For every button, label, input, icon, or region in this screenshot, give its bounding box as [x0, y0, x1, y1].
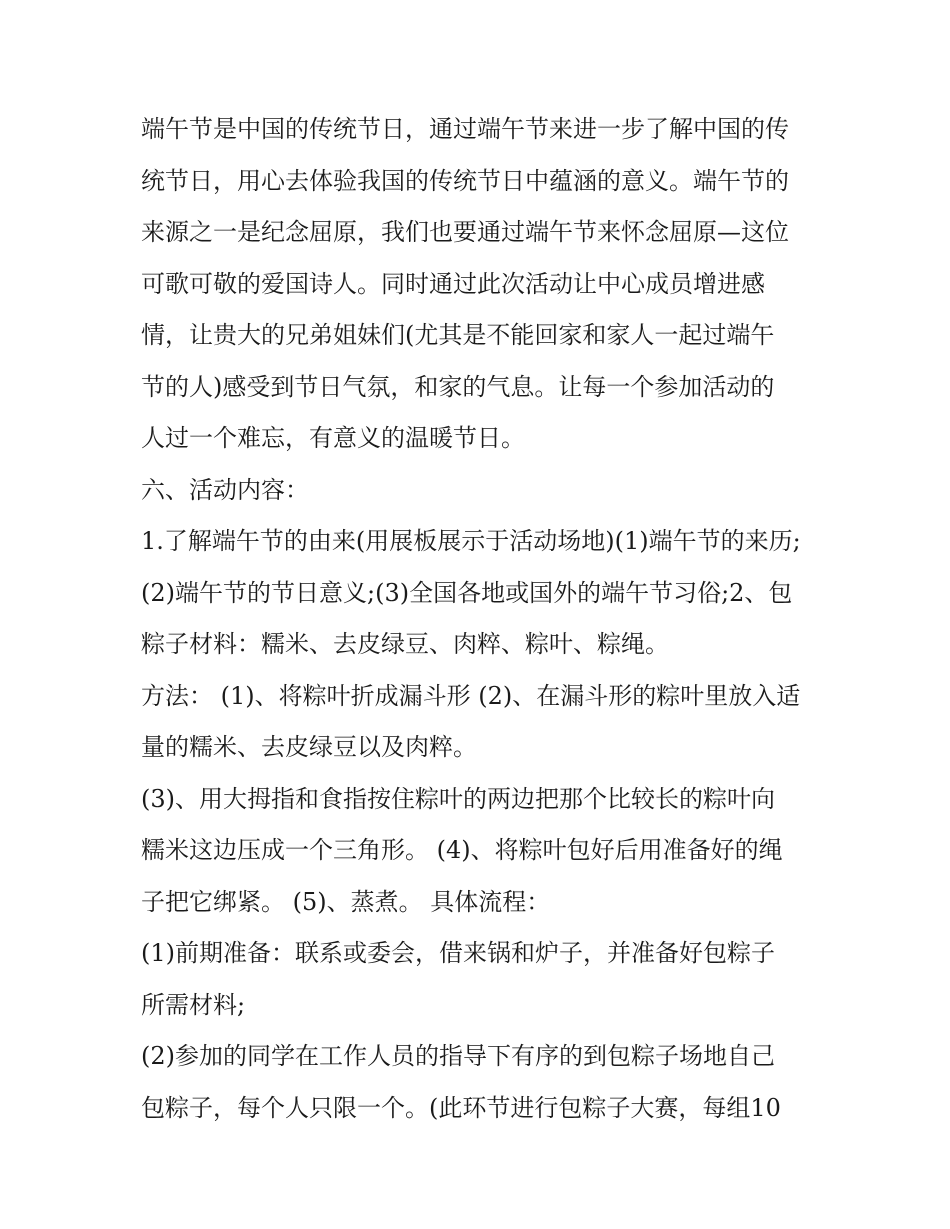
text-line: 糯米这边压成一个三角形。 (4)、将粽叶包好后用准备好的绳	[141, 836, 783, 864]
document-body	[141, 104, 816, 1134]
text-line: 端午节是中国的传统节日，通过端午节来进一步了解中国的传	[141, 115, 789, 143]
text-line: 统节日，用心去体验我国的传统节日中蕴涵的意义。端午节的	[141, 166, 789, 195]
text-line: 情，让贵大的兄弟姐妹们(尤其是不能回家和家人一起过端午	[141, 321, 775, 349]
text-line: 子把它绑紧。 (5)、蒸煮。 具体流程：	[141, 887, 551, 916]
text-line: 包粽子，每个人只限一个。(此环节进行包粽子大赛，每组10	[141, 1093, 781, 1122]
text-line: 1.了解端午节的由来(用展板展示于活动场地)(1)端午节的来历;	[141, 527, 801, 555]
text-line: 所需材料;	[141, 990, 246, 1019]
text-line: 粽子材料：糯米、去皮绿豆、肉粹、粽叶、粽绳。	[141, 630, 669, 658]
text-line: (2)端午节的节日意义;(3)全国各地或国外的端午节习俗;2、包	[141, 578, 793, 607]
text-line: 可歌可敬的爱国诗人。同时通过此次活动让中心成员增进感	[141, 269, 765, 298]
text-line: 方法： (1)、将粽叶折成漏斗形 (2)、在漏斗形的粽叶里放入适	[141, 681, 801, 710]
text-line: 量的糯米、去皮绿豆以及肉粹。	[141, 733, 477, 761]
section-heading: 六、活动内容：	[141, 475, 309, 504]
text-line: (2)参加的同学在工作人员的指导下有序的到包粽子场地自己	[141, 1042, 775, 1070]
text-line: (1)前期准备：联系或委会，借来锅和炉子，并准备好包粽子	[141, 939, 775, 967]
text-line: (3)、用大拇指和食指按住粽叶的两边把那个比较长的粽叶向	[141, 784, 775, 813]
text-line: 人过一个难忘，有意义的温暖节日。	[141, 424, 525, 452]
text-line: 来源之一是纪念屈原，我们也要通过端午节来怀念屈原—这位	[141, 218, 789, 246]
text-line: 节的人)感受到节日气氛，和家的气息。让每一个参加活动的	[141, 372, 775, 401]
